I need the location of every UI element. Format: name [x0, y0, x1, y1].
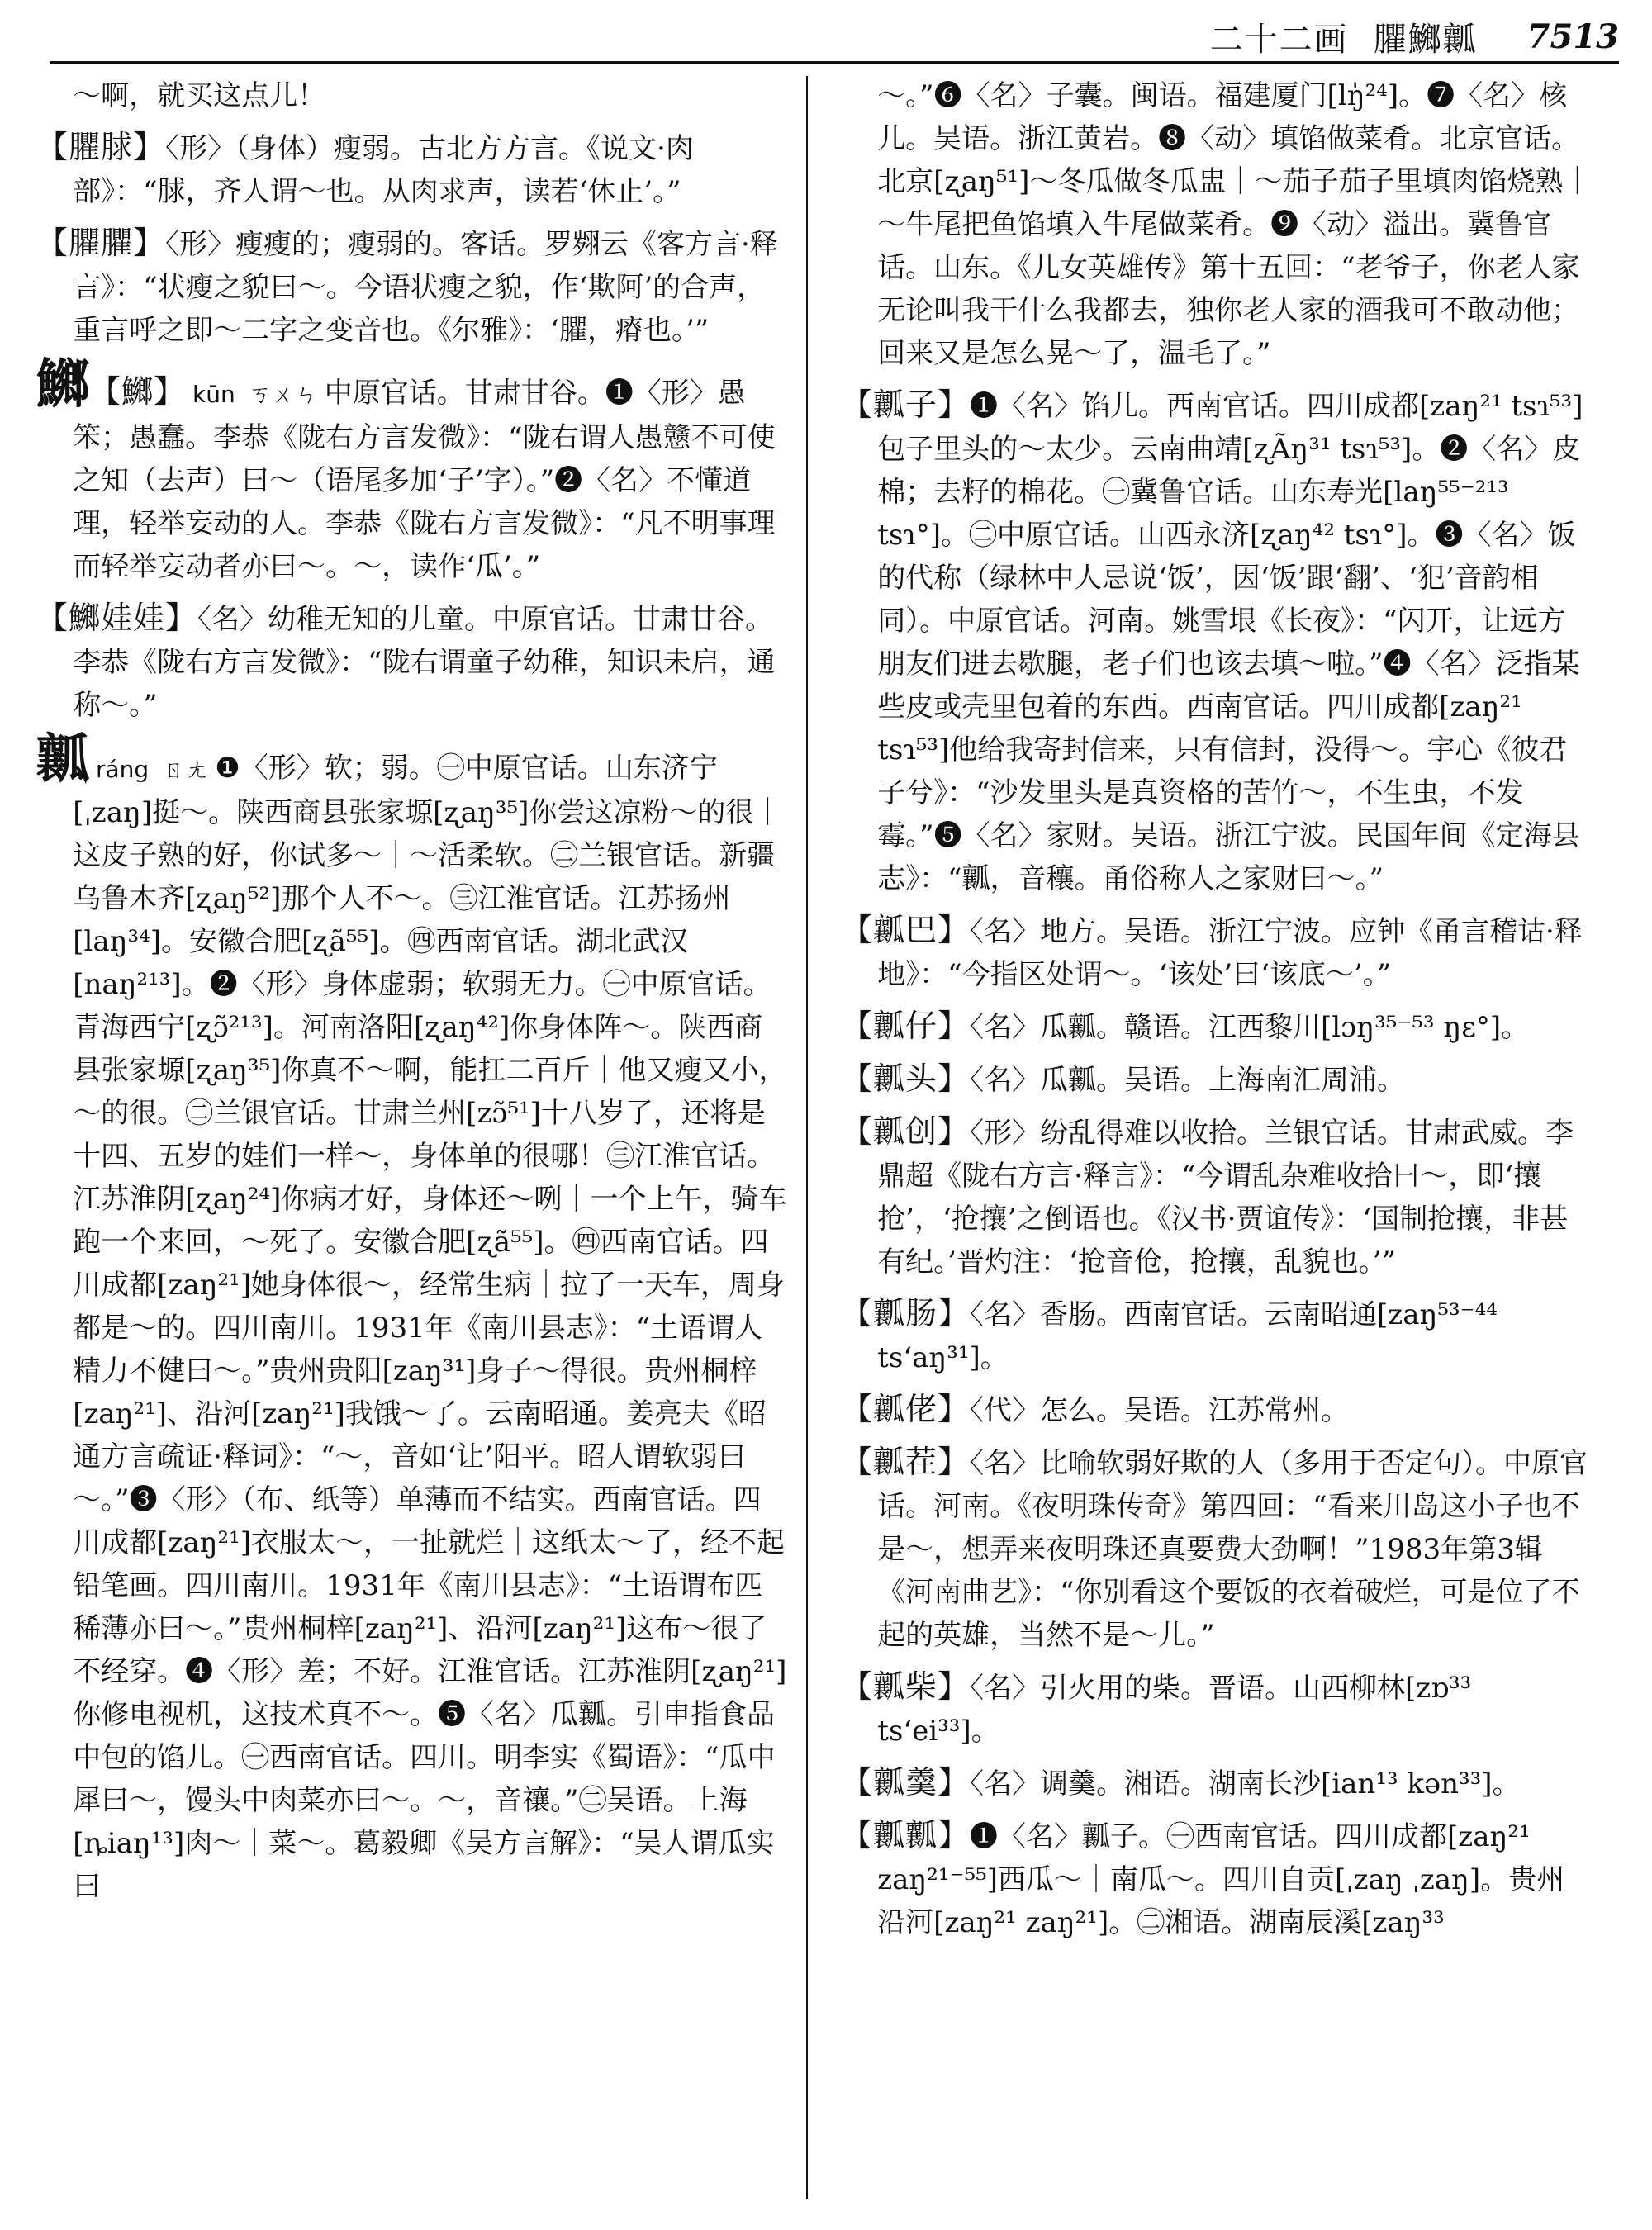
entry-headword: 【瓤子】 [841, 387, 971, 423]
dictionary-entry [841, 1665, 1593, 1753]
dictionary-entry [841, 1110, 1593, 1283]
entry-definition: 〈名〉香肠。西南官话。云南昭通[zaŋ⁵³⁻⁴⁴ tsʻaŋ³¹]。 [877, 1298, 1498, 1374]
dictionary-entry [841, 1292, 1593, 1379]
entry-definition: 〈名〉比喻软弱好欺的人（多用于否定句）。中原官话。河南。《夜明珠传奇》第四回：“看来川岛这小子也不是～，想弄来夜明珠还真要费大劲啊！”1983年第3辑《河南曲艺》：“你别看这个要饭的衣着破烂，可是位了不起的英雄，当然不是～儿。” [877, 1447, 1588, 1652]
entry-definition: ❶〈名〉馅儿。西南官话。四川成都[zaŋ²¹ tsɿ⁵³]包子里头的～太少。云南曲靖[ʐÃŋ³¹ tsɿ⁵³]。❷〈名〉皮棉；去籽的棉花。㊀冀鲁官话。山东寿光[laŋ⁵⁵⁻²¹³ tsɿ°]。㊁中原官话。山西永济[ʐaŋ⁴² tsɿ°]。❸〈名〉饭的代称（绿林中人忌说‘饭’，因‘饭’跟‘翻’、‘犯’音韵相同）。中原官话。河南。姚雪垠《长夜》：“闪开，让远方朋友们进去歇腿，老子们也该去填～啦。”❹〈名〉泛指某些皮或壳里包着的东西。西南官话。四川成都[zaŋ²¹ tsɿ⁵³]他给我寄封信来，只有信封，没得～。宇心《彼君子兮》：“沙发里头是真资格的苦竹～，不生虫，不发霉。”❺〈名〉家财。吴语。浙江宁波。民国年间《定海县志》：“瓤，音穰。甬俗称人之家财曰～。” [877, 390, 1583, 895]
left-column [36, 74, 788, 2213]
entry-definition: 中原官话。甘肃甘谷。❶〈形〉愚笨；愚蠢。李恭《陇右方言发微》：“陇右谓人愚戆不可使之知（去声）曰～（语尾多加‘子’字）。”❷〈名〉不懂道理，轻举妄动的人。李恭《陇右方言发微》：“凡不明事理而轻举妄动者亦曰～。～，读作‘瓜’。” [73, 377, 776, 583]
entry-definition: ❶〈名〉瓤子。㊀西南官话。四川成都[zaŋ²¹ zaŋ²¹⁻⁵⁵]西瓜～｜南瓜～。四川自贡[ˌzaŋ ˌzaŋ]。贵州沿河[zaŋ²¹ zaŋ²¹]。㊁湘语。湖南辰溪[zaŋ³³ [877, 1820, 1565, 1939]
entry-headword: 【瓤羹】 [841, 1764, 971, 1801]
entry-headword: 【瓤茬】 [841, 1444, 971, 1480]
zhuyin-reading: ㄎㄨㄣ [248, 381, 318, 408]
entry-definition: 〈名〉幼稚无知的儿童。中原官话。甘肃甘谷。李恭《陇右方言发微》：“陇右谓童子幼稚，知识未启，通称～。” [73, 603, 776, 722]
pinyin-reading: kūn [192, 381, 235, 408]
dictionary-entry [841, 383, 1593, 900]
dictionary-entry [841, 1440, 1593, 1657]
entry-definition: 〈名〉调羹。湘语。湖南长沙[ian¹³ kən³³]。 [970, 1767, 1521, 1801]
dictionary-entry [36, 221, 788, 352]
entry-headword: 【瓤创】 [841, 1113, 971, 1150]
entry-headword: 【鱜】 [89, 373, 187, 410]
entry-headword: 【鱜娃娃】 [36, 600, 198, 636]
entry-definition: ❶〈形〉软；弱。㊀中原官话。山东济宁[ˌzaŋ]挺～。陕西商县张家塬[ʐaŋ³⁵]你尝这凉粉～的很｜这皮子熟的好，你试多～｜～活柔软。㊁兰银官话。新疆乌鲁木齐[ʐaŋ⁵²]那个人不～。㊂江淮官话。江苏扬州[laŋ³⁴]。安徽合肥[ʐã⁵⁵]。㊃西南官话。湖北武汉[naŋ²¹³]。❷〈形〉身体虚弱；软弱无力。㊀中原官话。青海西宁[ʐɔ̃²¹³]。河南洛阳[ʐaŋ⁴²]你身体阵～。陕西商县张家塬[ʐaŋ³⁵]你真不～啊，能扛二百斤｜他又瘦又小，～的很。㊁兰银官话。甘肃兰州[zɔ̃⁵¹]十八岁了，还将是十四、五岁的娃们一样～，身体单的很哪！㊂江淮官话。江苏淮阴[ʐaŋ²⁴]你病才好，身体还～咧｜一个上午，骑车跑一个来回，～死了。安徽合肥[ʐã⁵⁵]。㊃西南官话。四川成都[zaŋ²¹]她身体很～，经常生病｜拉了一天车，周身都是～的。四川南川。1931年《南川县志》：“土语谓人精力不健曰～。”贵州贵阳[zaŋ³¹]身子～得很。贵州桐梓[zaŋ²¹]、沿河[zaŋ²¹]我饿～了。云南昭通。姜亮夫《昭通方言疏证·释词》：“～，音如‘让’阳平。昭人谓软弱曰～。”❸〈形〉（布、纸等）单薄而不结实。西南官话。四川成都[zaŋ²¹]衣服太～，一扯就烂｜这纸太～了，经不起铅笔画。四川南川。1931年《南川县志》：“土语谓布匹稀薄亦曰～。”贵州桐梓[zaŋ²¹]、沿河[zaŋ²¹]这布～很了不经穿。❹〈形〉差；不好。江淮官话。江苏淮阴[ʐaŋ²¹]你修电视机，这技术真不～。❺〈名〉瓜瓤。引申指食品中包的馅儿。㊀西南官话。四川。明李实《蜀语》：“瓜中犀曰～，馒头中肉菜亦曰～。～，音禳。”㊁吴语。上海[ȵiaŋ¹³]肉～｜菜～。葛毅卿《吴方言解》：“吴人谓瓜实曰 [73, 752, 787, 1903]
entry-definition: 〈名〉地方。吴语。浙江宁波。应钟《甬言稽诂·释地》：“今指区处谓～。‘该处’曰‘该底～’。” [877, 915, 1583, 991]
entry-definition: 〈代〉怎么。吴语。江苏常州。 [970, 1394, 1350, 1427]
entry-definition: 〈形〉瘦瘦的；瘦弱的。客话。罗翙云《客方言·释言》：“状瘦之貌曰～。今语状瘦之貌，作‘欺阿’的合声，重言呼之即～二字之变音也。《尔雅》：‘臞，瘠也。’” [73, 228, 778, 347]
dictionary-entry [841, 909, 1593, 996]
large-headword-character: 瓤 [36, 728, 89, 790]
stroke-section-label: 二十二画 [1209, 20, 1349, 59]
pinyin-reading: ráng [96, 756, 150, 783]
entry-definition: 〈形〉（身体）瘦弱。古北方方言。《说文·肉部》：“脙，齐人谓～也。从肉求声，读若‘休止’。” [73, 132, 694, 208]
dictionary-entry [841, 1388, 1593, 1432]
entry-definition: 〈形〉纷乱得难以收拾。兰银官话。甘肃武威。李鼎超《陇右方言·释言》：“今谓乱杂难收拾曰～，即‘攘抢’，‘抢攘’之倒语也。《汉书·贾谊传》：‘国制抢攘，非甚有纪。’晋灼注：‘抢音伧，抢攘，乱貌也。’” [877, 1117, 1574, 1279]
entry-headword: 【瓤瓤】 [841, 1817, 971, 1853]
running-head-characters: 臞鱜瓤 [1373, 20, 1478, 59]
large-headword-character: 鱜 [36, 353, 89, 415]
entry-headword: 【瓤头】 [841, 1060, 971, 1097]
dictionary-entry [841, 1057, 1593, 1102]
dictionary-entry [841, 1004, 1593, 1049]
column-divider [806, 76, 808, 2199]
entry-definition: 〈名〉瓜瓤。赣语。江西黎川[lɔŋ³⁵⁻⁵³ ŋɛ°]。 [970, 1011, 1530, 1044]
entry-headword: 【瓤仔】 [841, 1008, 971, 1044]
zhuyin-reading: ㄖㄤ [162, 756, 209, 783]
right-column [841, 74, 1593, 2213]
entry-headword: 【臞脙】 [36, 129, 166, 165]
page-header [50, 12, 1619, 64]
dictionary-entry [841, 1814, 1593, 1944]
continued-text: ～。”❻〈名〉子囊。闽语。福建厦门[lŋ̍²⁴]。❼〈名〉核儿。吴语。浙江黄岩。❽〈动〉填馅做菜肴。北京官话。北京[ʐaŋ⁵¹]～冬瓜做冬瓜盅｜～茄子茄子里填肉馅烧熟｜～牛尾把鱼馅填入牛尾做菜肴。❾〈动〉溢出。冀鲁官话。山东。《儿女英雄传》第十五回：“老爷子，你老人家无论叫我干什么我都去，独你老人家的酒我可不敢动他；回来又是怎么晃～了，温毛了。” [877, 79, 1592, 370]
entry-headword: 【瓤巴】 [841, 912, 971, 948]
page-number: 7513 [1526, 17, 1619, 56]
entry-headword: 【瓤佬】 [841, 1391, 971, 1427]
character-entry [36, 353, 788, 588]
dictionary-entry [36, 596, 788, 727]
entry-headword: 【瓤柴】 [841, 1668, 971, 1705]
dictionary-entry [36, 126, 788, 213]
entry-definition: 〈名〉瓜瓤。吴语。上海南汇周浦。 [970, 1064, 1406, 1097]
continued-text: ～啊，就买这点儿！ [73, 79, 326, 112]
character-entry [36, 728, 788, 1908]
dictionary-entry [841, 1761, 1593, 1805]
entry-headword: 【瓤肠】 [841, 1295, 971, 1331]
entry-headword: 【臞臞】 [36, 225, 166, 261]
entry-definition: 〈名〉引火用的柴。晋语。山西柳林[zɒ³³ tsʻei³³]。 [877, 1672, 1472, 1748]
